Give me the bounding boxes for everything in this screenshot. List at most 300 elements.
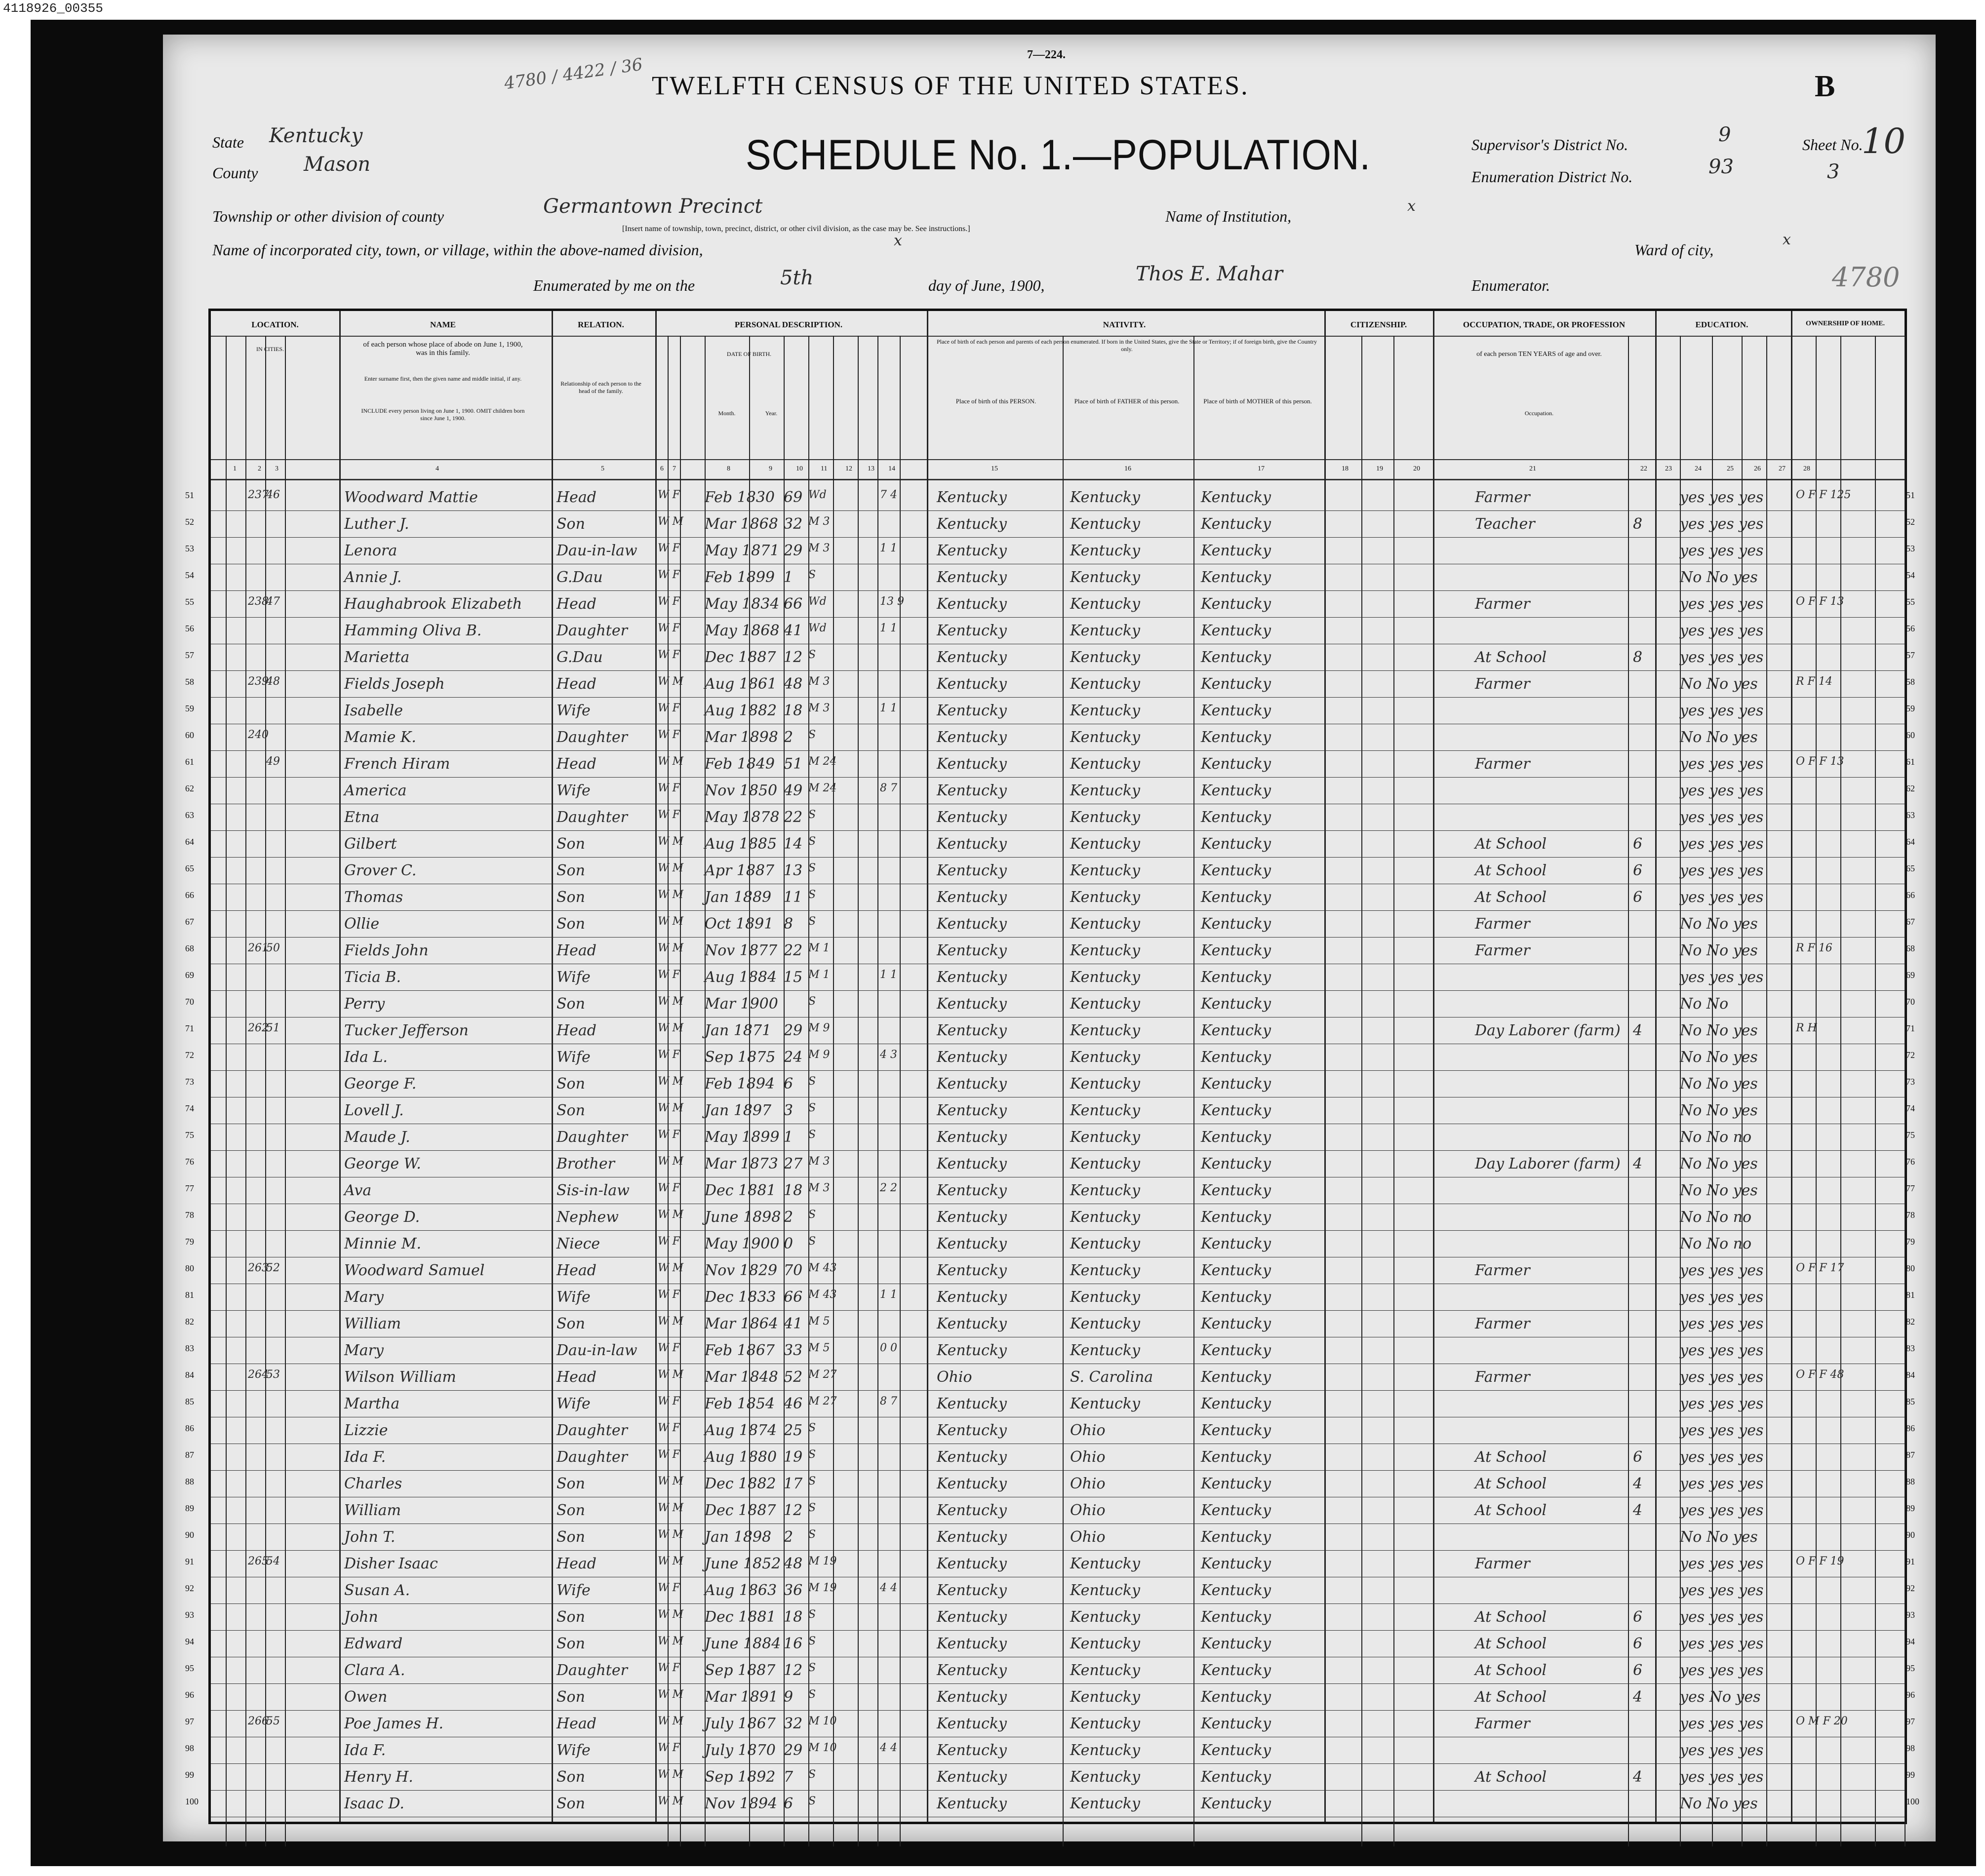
color-sex: W M: [658, 1315, 684, 1328]
children-count: 4 4: [880, 1582, 897, 1594]
row-number-right: 97: [1906, 1717, 1915, 1726]
row-number-left: 93: [185, 1610, 194, 1620]
birthplace-mother: Kentucky: [1201, 1688, 1271, 1706]
row-rule: [211, 1683, 1905, 1684]
row-number-left: 60: [185, 730, 194, 740]
family-number: 46: [266, 489, 280, 501]
occupation: Farmer: [1475, 1555, 1530, 1572]
birthplace-person: Kentucky: [937, 1475, 1007, 1492]
birthplace-father: Kentucky: [1070, 1182, 1140, 1199]
row-number-left: 100: [185, 1797, 198, 1806]
birth-date: Dec 1881: [705, 1608, 776, 1626]
marital-status: Wd: [808, 489, 827, 501]
age: 69: [784, 489, 803, 506]
row-number-left: 68: [185, 943, 194, 953]
header-birth-father: Place of birth of FATHER of this person.: [1074, 397, 1180, 405]
dwelling-number: 266: [248, 1715, 269, 1727]
enumeration-label: Enumeration District No.: [1471, 168, 1633, 186]
education: yes yes yes: [1680, 809, 1764, 826]
children-count: 1 1: [880, 542, 897, 554]
occupation: At School: [1475, 1502, 1547, 1519]
birthplace-mother: Kentucky: [1201, 1528, 1271, 1546]
column-rule: [265, 336, 266, 1846]
header-birth-person: Place of birth of this PERSON.: [955, 397, 1036, 405]
marital-status: S: [808, 729, 816, 741]
column-number: 24: [1695, 465, 1702, 472]
enumerator-label: Enumerator.: [1471, 276, 1550, 294]
color-sex: W F: [658, 1342, 680, 1354]
person-name: Thomas: [344, 889, 403, 906]
birthplace-person: Kentucky: [937, 515, 1007, 533]
age: 24: [784, 1049, 803, 1066]
row-number-right: 100: [1906, 1797, 1919, 1806]
children-count: 0 0: [880, 1342, 897, 1354]
birthplace-person: Kentucky: [937, 1635, 1007, 1652]
color-sex: W M: [658, 1155, 684, 1168]
birthplace-person: Kentucky: [937, 622, 1007, 639]
column-number: 9: [769, 465, 772, 472]
schedule-letter: B: [1815, 70, 1835, 103]
ownership: O F F 19: [1796, 1555, 1844, 1567]
person-name: John: [344, 1608, 378, 1626]
row-number-right: 72: [1906, 1050, 1915, 1060]
marital-status: S: [808, 1102, 816, 1114]
person-name: Ticia B.: [344, 969, 401, 986]
marital-status: S: [808, 1768, 816, 1781]
birthplace-father: Ohio: [1070, 1502, 1106, 1519]
color-sex: W M: [658, 1688, 684, 1701]
color-sex: W F: [658, 1422, 680, 1434]
row-number-left: 80: [185, 1263, 194, 1273]
person-name: William: [344, 1502, 401, 1519]
row-rule: [211, 1763, 1905, 1764]
column-rule: [339, 311, 341, 1822]
person-name: Woodward Samuel: [344, 1262, 485, 1279]
header-in-cities: IN CITIES.: [256, 346, 284, 352]
column-number: 21: [1529, 465, 1536, 472]
header-nativity-desc: Place of birth of each person and parents of each person enumerated. If born in the United States, give the State or Territory; if of foreign birth, give the Country only.: [936, 338, 1317, 352]
person-name: Grover C.: [344, 862, 417, 879]
relationship: Son: [556, 1075, 585, 1093]
age: 41: [784, 622, 803, 639]
relationship: Daughter: [556, 729, 628, 746]
age: 29: [784, 542, 803, 559]
birthplace-person: Kentucky: [937, 782, 1007, 799]
institution-label: Name of Institution,: [1165, 207, 1292, 225]
age: 2: [784, 729, 794, 746]
row-number-left: 84: [185, 1370, 194, 1380]
birthplace-person: Kentucky: [937, 1289, 1007, 1306]
birth-date: Dec 1887: [705, 649, 776, 666]
age: 2: [784, 1528, 794, 1546]
marital-status: M 3: [808, 1182, 830, 1194]
sheet-alt-value: 10: [1862, 121, 1906, 161]
color-sex: W F: [658, 1448, 680, 1461]
color-sex: W F: [658, 782, 680, 794]
birthplace-person: Kentucky: [937, 995, 1007, 1013]
row-number-right: 58: [1906, 677, 1915, 687]
margin-note-top: 4780 / 4422 / 36: [503, 54, 644, 94]
occupation: At School: [1475, 1608, 1547, 1626]
age: 49: [784, 782, 803, 799]
row-rule: [211, 590, 1905, 591]
birthplace-mother: Kentucky: [1201, 1555, 1271, 1572]
header-name-desc: of each person whose place of abode on June 1, 1900, was in this family.: [363, 341, 523, 357]
ward-label: Ward of city,: [1634, 241, 1714, 259]
column-number: 11: [821, 465, 828, 472]
education: yes yes yes: [1680, 1368, 1764, 1386]
person-name: French Hiram: [344, 755, 450, 773]
marital-status: S: [808, 1795, 816, 1807]
column-number: 25: [1727, 465, 1734, 472]
dwelling-number: 238: [248, 595, 269, 608]
color-sex: W M: [658, 1075, 684, 1088]
relationship: Sis-in-law: [556, 1182, 630, 1199]
occupation: Farmer: [1475, 915, 1530, 933]
color-sex: W M: [658, 675, 684, 688]
marital-status: S: [808, 809, 816, 821]
occupation: At School: [1475, 1635, 1547, 1652]
education: yes yes yes: [1680, 862, 1764, 879]
column-rule: [1324, 311, 1326, 1822]
occupation: At School: [1475, 1448, 1547, 1466]
column-number: 20: [1413, 465, 1420, 472]
column-number: 3: [275, 465, 278, 472]
row-number-left: 53: [185, 544, 194, 553]
color-sex: W M: [658, 1608, 684, 1621]
relationship: Son: [556, 889, 585, 906]
row-number-left: 81: [185, 1290, 194, 1300]
relationship: Son: [556, 1768, 585, 1786]
age: 3: [784, 1102, 794, 1119]
column-number: 15: [991, 465, 998, 472]
occupation: Farmer: [1475, 942, 1530, 959]
row-number-left: 57: [185, 650, 194, 660]
birthplace-father: Kentucky: [1070, 515, 1140, 533]
birth-date: Jan 1897: [705, 1102, 772, 1119]
family-number: 51: [266, 1022, 280, 1034]
birthplace-father: Kentucky: [1070, 1022, 1140, 1039]
birthplace-person: Kentucky: [937, 1582, 1007, 1599]
birthplace-father: Kentucky: [1070, 1715, 1140, 1732]
city-value: x: [894, 232, 902, 249]
color-sex: W M: [658, 1209, 684, 1221]
row-rule: [211, 537, 1905, 538]
enumeration-value: 93: [1708, 156, 1734, 178]
birthplace-mother: Kentucky: [1201, 1235, 1271, 1252]
relationship: Daughter: [556, 1448, 628, 1466]
birthplace-father: Ohio: [1070, 1475, 1106, 1492]
relationship: Daughter: [556, 622, 628, 639]
row-number-right: 91: [1906, 1557, 1915, 1566]
months-not-employed: 4: [1633, 1688, 1643, 1706]
marital-status: S: [808, 1209, 816, 1221]
township-note: [Insert name of township, town, precinct, district, or other civil division, as the case may be. See instructions.]: [622, 225, 970, 233]
birthplace-mother: Kentucky: [1201, 1395, 1271, 1412]
header-name: NAME: [430, 320, 456, 329]
row-number-right: 84: [1906, 1370, 1915, 1380]
row-number-right: 89: [1906, 1503, 1915, 1513]
birthplace-mother: Kentucky: [1201, 1262, 1271, 1279]
ownership: R F 16: [1796, 942, 1832, 954]
person-name: John T.: [344, 1528, 396, 1546]
birth-date: Aug 1882: [705, 702, 777, 719]
row-number-right: 99: [1906, 1770, 1915, 1780]
education: yes yes yes: [1680, 835, 1764, 853]
education: No No yes: [1680, 1049, 1758, 1066]
marital-status: M 43: [808, 1262, 837, 1274]
birthplace-father: Kentucky: [1070, 1342, 1140, 1359]
row-number-left: 77: [185, 1183, 194, 1193]
education: No No yes: [1680, 1102, 1758, 1119]
education: No No yes: [1680, 1182, 1758, 1199]
color-sex: W M: [658, 1102, 684, 1114]
row-number-left: 69: [185, 970, 194, 980]
column-rule: [833, 336, 834, 1846]
color-sex: W F: [658, 1129, 680, 1141]
birthplace-mother: Kentucky: [1201, 1368, 1271, 1386]
column-number: 17: [1258, 465, 1265, 472]
marital-status: S: [808, 835, 816, 848]
age: 46: [784, 1395, 803, 1412]
person-name: Annie J.: [344, 569, 402, 586]
column-number: 13: [868, 465, 874, 472]
education: yes yes yes: [1680, 969, 1764, 986]
row-number-left: 89: [185, 1503, 194, 1513]
row-number-right: 80: [1906, 1263, 1915, 1273]
birth-date: Mar 1848: [705, 1368, 778, 1386]
person-name: Susan A.: [344, 1582, 410, 1599]
children-count: 2 2: [880, 1182, 897, 1194]
birth-date: Feb 1899: [705, 569, 775, 586]
occupation: At School: [1475, 1475, 1547, 1492]
header-nativity: NATIVITY.: [1103, 320, 1146, 329]
relationship: Nephew: [556, 1209, 619, 1226]
row-number-right: 79: [1906, 1237, 1915, 1247]
relationship: Niece: [556, 1235, 600, 1252]
color-sex: W M: [658, 862, 684, 874]
header-citizenship: CITIZENSHIP.: [1350, 320, 1407, 329]
age: 48: [784, 1555, 803, 1572]
row-rule: [211, 777, 1905, 778]
column-number: 27: [1779, 465, 1786, 472]
birthplace-father: Kentucky: [1070, 1662, 1140, 1679]
relationship: Son: [556, 1795, 585, 1812]
birth-date: Nov 1850: [705, 782, 778, 799]
birthplace-mother: Kentucky: [1201, 1662, 1271, 1679]
row-number-left: 55: [185, 597, 194, 607]
birth-date: Feb 1849: [705, 755, 775, 773]
column-rule: [552, 311, 553, 1822]
row-rule: [211, 1070, 1905, 1071]
age: 7: [784, 1768, 794, 1786]
birth-date: Aug 1861: [705, 675, 777, 693]
column-rule: [877, 336, 878, 1846]
person-name: Ida F.: [344, 1448, 386, 1466]
relationship: Wife: [556, 1582, 591, 1599]
family-number: 49: [266, 755, 280, 768]
marital-status: M 3: [808, 1155, 830, 1168]
age: 18: [784, 1182, 803, 1199]
dwelling-number: 265: [248, 1555, 269, 1567]
relationship: Son: [556, 1608, 585, 1626]
age: 27: [784, 1155, 803, 1172]
column-number: 26: [1754, 465, 1761, 472]
row-number-left: 76: [185, 1157, 194, 1167]
birthplace-mother: Kentucky: [1201, 1155, 1271, 1172]
birthplace-father: Kentucky: [1070, 969, 1140, 986]
education: No No yes: [1680, 915, 1758, 933]
row-number-right: 59: [1906, 704, 1915, 713]
color-sex: W F: [658, 649, 680, 661]
relationship: Wife: [556, 969, 591, 986]
row-number-right: 88: [1906, 1477, 1915, 1486]
relationship: Son: [556, 915, 585, 933]
row-number-left: 56: [185, 624, 194, 633]
birthplace-father: Kentucky: [1070, 782, 1140, 799]
header-birth-mother: Place of birth of MOTHER of this person.: [1203, 397, 1312, 405]
relationship: Wife: [556, 702, 591, 719]
marital-status: M 3: [808, 675, 830, 688]
education: No No yes: [1680, 1795, 1758, 1812]
color-sex: W M: [658, 1022, 684, 1034]
birth-date: Aug 1880: [705, 1448, 777, 1466]
birthplace-mother: Kentucky: [1201, 1209, 1271, 1226]
column-number: 7: [673, 465, 676, 472]
color-sex: W F: [658, 1235, 680, 1248]
marital-status: Wd: [808, 622, 827, 634]
relationship: Wife: [556, 1289, 591, 1306]
birthplace-person: Kentucky: [937, 1102, 1007, 1119]
marital-status: S: [808, 889, 816, 901]
birth-date: Oct 1891: [705, 915, 774, 933]
supervisor-value: 9: [1718, 123, 1731, 146]
birthplace-mother: Kentucky: [1201, 1635, 1271, 1652]
county-value: Mason: [304, 153, 371, 176]
row-number-left: 71: [185, 1023, 194, 1033]
dwelling-number: 264: [248, 1368, 269, 1381]
row-number-right: 73: [1906, 1077, 1915, 1087]
row-number-left: 74: [185, 1103, 194, 1113]
birthplace-mother: Kentucky: [1201, 889, 1271, 906]
row-number-left: 95: [185, 1663, 194, 1673]
row-number-left: 62: [185, 783, 194, 793]
occupation: Farmer: [1475, 675, 1530, 693]
row-number-left: 98: [185, 1743, 194, 1753]
column-rule: [1628, 336, 1629, 1846]
color-sex: W F: [658, 702, 680, 714]
relationship: Head: [556, 942, 597, 959]
occupation: At School: [1475, 649, 1547, 666]
birthplace-mother: Kentucky: [1201, 1795, 1271, 1812]
birthplace-father: Kentucky: [1070, 1795, 1140, 1812]
birthplace-person: Kentucky: [937, 595, 1007, 613]
education: No No: [1680, 995, 1729, 1013]
row-number-left: 87: [185, 1450, 194, 1460]
birthplace-mother: Kentucky: [1201, 915, 1271, 933]
row-number-left: 92: [185, 1583, 194, 1593]
age: 18: [784, 1608, 803, 1626]
column-rule: [655, 311, 657, 1822]
row-number-right: 62: [1906, 783, 1915, 793]
education: yes yes yes: [1680, 1582, 1764, 1599]
person-name: America: [344, 782, 407, 799]
birthplace-father: Kentucky: [1070, 729, 1140, 746]
age: 51: [784, 755, 803, 773]
birthplace-mother: Kentucky: [1201, 489, 1271, 506]
dwelling-number: 237: [248, 489, 269, 501]
row-number-right: 90: [1906, 1530, 1915, 1540]
birth-date: May 1878: [705, 809, 780, 826]
ownership: O F F 48: [1796, 1368, 1844, 1381]
column-rule: [1875, 336, 1876, 1846]
birth-date: Mar 1900: [705, 995, 778, 1013]
row-rule: [211, 1630, 1905, 1631]
color-sex: W F: [658, 489, 680, 501]
row-number-right: 63: [1906, 810, 1915, 820]
age: 52: [784, 1368, 803, 1386]
row-number-right: 71: [1906, 1023, 1915, 1033]
birth-date: June 1898: [705, 1209, 781, 1226]
relationship: Head: [556, 1555, 597, 1572]
birthplace-father: Kentucky: [1070, 1688, 1140, 1706]
person-name: George W.: [344, 1155, 421, 1172]
person-name: Fields John: [344, 942, 429, 959]
education: yes yes yes: [1680, 1315, 1764, 1332]
birthplace-mother: Kentucky: [1201, 1448, 1271, 1466]
header-occupation-sub: Occupation.: [1524, 410, 1554, 417]
marital-status: M 5: [808, 1315, 830, 1328]
birthplace-person: Kentucky: [937, 1555, 1007, 1572]
months-not-employed: 6: [1633, 862, 1643, 879]
birthplace-person: Kentucky: [937, 915, 1007, 933]
age: 19: [784, 1448, 803, 1466]
row-number-right: 96: [1906, 1690, 1915, 1700]
birthplace-person: Kentucky: [937, 1422, 1007, 1439]
birthplace-person: Kentucky: [937, 489, 1007, 506]
birth-date: Nov 1829: [705, 1262, 778, 1279]
birth-date: Feb 1854: [705, 1395, 775, 1412]
age: 70: [784, 1262, 803, 1279]
birthplace-father: S. Carolina: [1070, 1368, 1153, 1386]
birthplace-father: Kentucky: [1070, 1555, 1140, 1572]
birth-date: Dec 1887: [705, 1502, 776, 1519]
age: 12: [784, 1662, 803, 1679]
marital-status: M 9: [808, 1049, 830, 1061]
ownership: O F F 17: [1796, 1262, 1844, 1274]
row-number-right: 78: [1906, 1210, 1915, 1220]
education: yes yes yes: [1680, 755, 1764, 773]
color-sex: W F: [658, 1049, 680, 1061]
education: yes yes yes: [1680, 1715, 1764, 1732]
marital-status: M 43: [808, 1289, 837, 1301]
age: 66: [784, 1289, 803, 1306]
age: 18: [784, 702, 803, 719]
column-rule: [1791, 311, 1792, 1822]
birth-date: Jan 1898: [705, 1528, 772, 1546]
education: yes yes yes: [1680, 1395, 1764, 1412]
marital-status: S: [808, 1528, 816, 1541]
county-label: County: [212, 164, 258, 182]
birth-date: Sep 1875: [705, 1049, 776, 1066]
birthplace-mother: Kentucky: [1201, 809, 1271, 826]
occupation: Farmer: [1475, 489, 1530, 506]
birthplace-mother: Kentucky: [1201, 1315, 1271, 1332]
birthplace-person: Kentucky: [937, 809, 1007, 826]
row-number-right: 77: [1906, 1183, 1915, 1193]
birthplace-person: Kentucky: [937, 942, 1007, 959]
person-name: Hamming Oliva B.: [344, 622, 482, 639]
